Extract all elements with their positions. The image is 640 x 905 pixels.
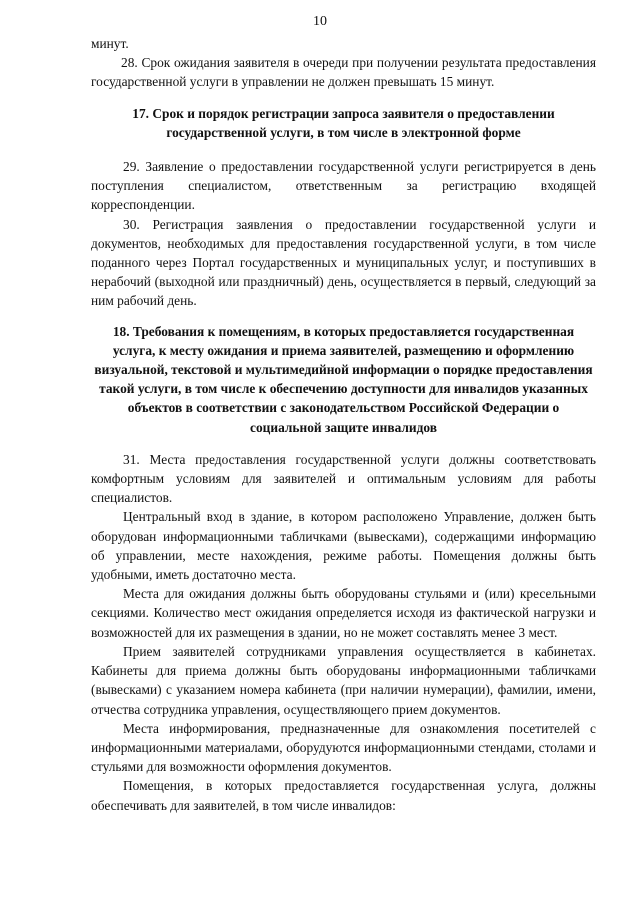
document-body bbox=[91, 34, 596, 815]
paragraph-31: 31. Места предоставления государственной услуги должны соответствовать комфортным условиям для заявителей и оптимальным условиям для работы специалистов. bbox=[91, 451, 596, 506]
section-heading-17 bbox=[91, 104, 596, 142]
section-heading-17-line2: государственной услуги, в том числе в электронной форме bbox=[166, 124, 521, 140]
paragraph-28: 28. Срок ожидания заявителя в очереди при получении результата предоставления государственной услуги в управлении не должен превышать 15 минут. bbox=[91, 55, 596, 90]
paragraph-premises: Помещения, в которых предоставляется государственная услуга, должны обеспечивать для заявителей, в том числе инвалидов: bbox=[91, 778, 596, 813]
paragraph-waiting-area: Места для ожидания должны быть оборудованы стульями и (или) кресельными секциями. Количество мест ожидания определяется исходя из фактической нагрузки и возможностей для их размещения в здании, но не может составлять менее 3 мест. bbox=[91, 586, 596, 640]
paragraph-29: 29. Заявление о предоставлении государственной услуги регистрируется в день поступления специалистом, ответственным за регистрацию входящей корреспонденции. bbox=[91, 159, 596, 213]
page-number: 10 bbox=[313, 14, 327, 29]
section-heading-18: 18. Требования к помещениям, в которых предоставляется государственная услуга, к месту ожидания и приема заявителей, размещению и оформлению визуальной, текстовой и мультимедийной информации о порядке предоставления такой услуги, в том числе к обеспечению доступности для инвалидов указанных объектов в соответствии с законодательством Российской Федерации о социальной защите инвалидов bbox=[94, 323, 593, 435]
paragraph-entrance: Центральный вход в здание, в котором расположено Управление, должен быть оборудован информационными табличками (вывесками), содержащими информацию об управлении, месте нахождения, режиме работы. Помещения должны быть удобными, иметь достаточно места. bbox=[91, 509, 596, 583]
paragraph-reception: Прием заявителей сотрудниками управления осуществляется в кабинетах. Кабинеты для приема должны быть оборудованы информационными табличками (вывесками) с указанием номера кабинета (при наличии нумерации), фамилии, имени, отчества сотрудника управления, осуществляющего прием документов. bbox=[91, 643, 596, 717]
paragraph-30: 30. Регистрация заявления о предоставлении государственной услуги и документов, необходимых для предоставления государственной услуги, в том числе поданного через Портал государственных и муниципальных услуг, и поступивших в нерабочий (выходной или праздничный) день, осуществляется в первый, следующий за ним рабочий день. bbox=[91, 216, 596, 309]
paragraph-information-places: Места информирования, предназначенные для ознакомления посетителей с информационными материалами, оборудуются информационными стендами, столами и стульями для возможности оформления документов. bbox=[91, 720, 596, 775]
section-heading-17-line1: 17. Срок и порядок регистрации запроса заявителя о предоставлении bbox=[132, 105, 555, 121]
paragraph-continuation: минут. bbox=[91, 36, 129, 51]
